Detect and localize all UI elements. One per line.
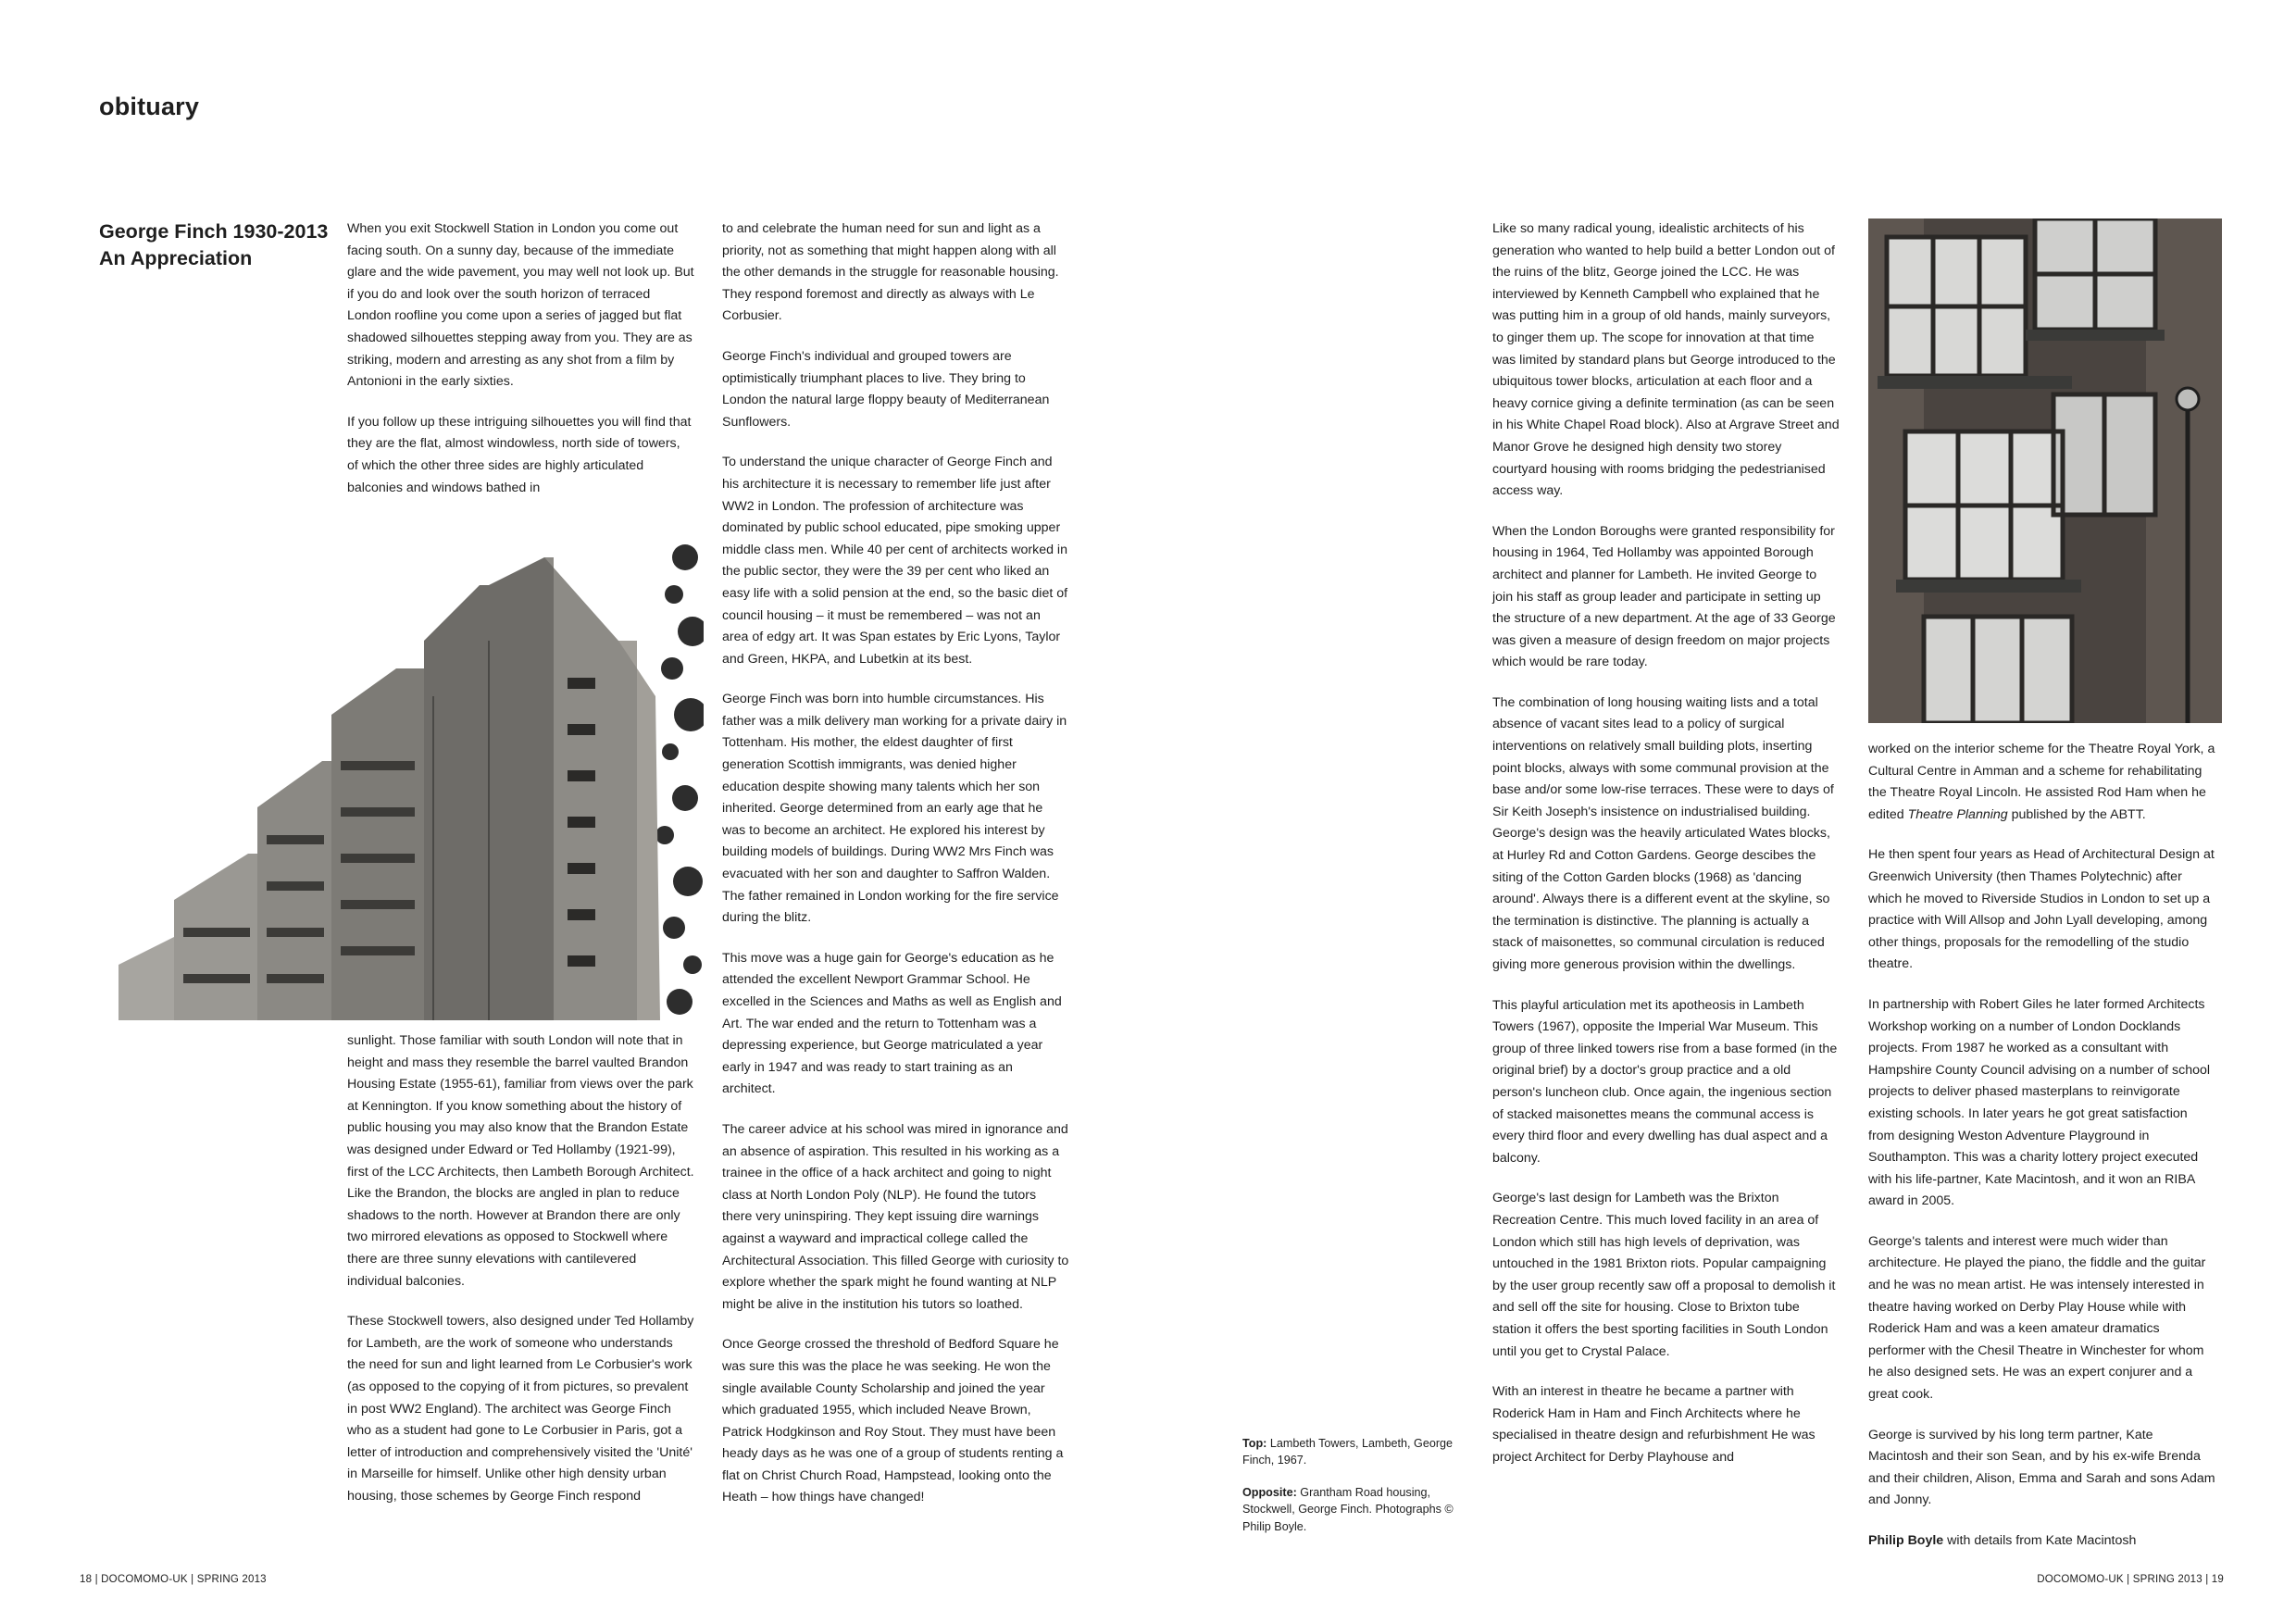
paragraph: George is survived by his long term partner, Kate Macintosh and their son Sean, and by his ex-wife Brenda and their children, Alison, Emma and Sarah and sons Adam and Jonny. — [1868, 1427, 2215, 1508]
paragraph: to and celebrate the human need for sun and light as a priority, not as something that might happen along with all the other demands in the struggle for reasonable housing. They respond foremost and directly as always with Le Corbusier. — [722, 221, 1059, 324]
paragraph: If you follow up these intriguing silhouettes you will find that they are the flat, almost windowless, north side of towers, of which the other three sides are highly articulated balconies and windows bathed in — [347, 414, 692, 495]
footer-right: DOCOMOMO-UK | SPRING 2013 | 19 — [2037, 1574, 2224, 1585]
paragraph: George Finch was born into humble circumstances. His father was a milk delivery man working for a private dairy in Tottenham. His mother, the eldest daughter of first generation Scottish immigrants, was denied higher education despite showing many talents which her son inherited. George determined from an early age that he was to become an architect. He explored his interest by building models of buildings. During WW2 Mrs Finch was evacuated with her son and daughter to Saffron Walden. The father remained in London working for the fire service during the blitz. — [722, 692, 1067, 926]
paragraph: George's talents and interest were much wider than architecture. He played the piano, the fiddle and the guitar and he was no mean artist. He was intensely interested in theatre having worked on Derby Play House while with Roderick Ham and was a keen amateur dramatics performer with the Chesil Theatre in Winchester for whom he also designed sets. He was an expert conjurer and a great cook. — [1868, 1233, 2206, 1403]
author-credit: Philip Boyle with details from Kate Macintosh — [1868, 1533, 2137, 1548]
paragraph: The career advice at his school was mired in ignorance and an absence of aspiration. This resulted in his working as a trainee in the office of a hack architect and going to night class at North London Poly (NLP). He found the tutors there very uninspiring. They kept issuing dire warnings against a wayward and impractical college called the Architectural Association. This filled George with curiosity to explore whether the spark might he found wanting at NLP might be alive in the institution his tutors so loathed. — [722, 1121, 1069, 1312]
paragraph: This playful articulation met its apotheosis in Lambeth Towers (1967), opposite the Imperial War Museum. This group of three linked towers rise from a base formed (in the original brief) by a doctor's group practice and a old person's luncheon club. Once again, the ingenious section of stacked maisonettes means the communal access is every third floor and every dwelling has dual aspect and a balcony. — [1492, 997, 1838, 1166]
caption-opposite: Opposite: Grantham Road housing, Stockwell, George Finch. Photographs © Philip Boyle. — [1242, 1485, 1454, 1533]
paragraph: With an interest in theatre he became a partner with Roderick Ham in Ham and Finch Architects where he specialised in theatre design and refurbishment He was project Architect for Derby Playhouse and — [1492, 1384, 1816, 1465]
column-1-bottom — [347, 1030, 694, 1526]
paragraph: sunlight. Those familiar with south London will note that in height and mass they resemble the barrel vaulted Brandon Housing Estate (1955-61), familiar from views over the park at Kennington. If you know something about the history of public housing you may also know that the Brandon Estate was designed under Edward or Ted Hollamby (1921-99), first of the LCC Architects, then Lambeth Borough Architect. Like the Brandon, the blocks are angled in plan to reduce shadows to the north. However at Brandon there are only two mirrored elevations as opposed to Stockwell where there are three sunny elevations with cantilevered individual balconies. — [347, 1033, 694, 1289]
paragraph: Like so many radical young, idealistic architects of his generation who wanted to help build a better London out of the ruins of the blitz, George joined the LCC. He was interviewed by Kenneth Campbell who explained that he was putting him in a group of old hands, mainly surveyors, to ginger them up. The scope for innovation at that time was limited by standard plans but George introduced to the ubiquitous tower blocks, articulation at each floor and a heavy cornice giving a definite termination (as can be seen in his White Chapel Road block). Also at Argrave Street and Manor Grove he designed high density two storey courtyard housing with rooms bridging the pedestrianised access way. — [1492, 221, 1840, 499]
grantham-road-photo — [1868, 218, 2222, 723]
paragraph: The combination of long housing waiting lists and a total absence of vacant sites lead to a policy of surgical interventions on relatively small building plots, inserting point blocks, always with some communal provision at the base and/or some low-rise terraces. These were to days of Sir Keith Joseph's insistence on industrialised building. George's design was the heavily articulated Wates blocks, at Hurley Rd and Cotton Gardens. George descibes the siting of the Cotton Garden blocks (1968) as 'dancing around'. Always there is a different event at the skyline, so the termination is distinctive. The planning is actually a stack of maisonettes, so communal circulation is reduced giving more generous provision within the dwellings. — [1492, 694, 1834, 972]
paragraph: worked on the interior scheme for the Theatre Royal York, a Cultural Centre in Amman and a scheme for rehabilitating the Theatre Royal Lincoln. He assisted Rod Ham when he edited Theatre Planning published by the ABTT. — [1868, 742, 2215, 822]
column-4 — [1868, 739, 2215, 1571]
paragraph: Once George crossed the threshold of Bedford Square he was sure this was the place he was seeking. He won the single available County Scholarship and joined the year which graduated 1955, which included Neave Brown, Patrick Hodgkinson and Roy Stout. They must have been heady days as he was one of a group of students renting a flat on Christ Church Road, Hampstead, looking onto the Heath – how things have changed! — [722, 1337, 1064, 1505]
column-2 — [722, 218, 1069, 1528]
footer-left: 18 | DOCOMOMO-UK | SPRING 2013 — [80, 1574, 267, 1585]
photo-caption — [1242, 1435, 1474, 1550]
paragraph: To understand the unique character of George Finch and his architecture it is necessary to remember life just after WW2 in London. The profession of architecture was dominated by public school educated, pipe smoking upper middle class men. While 40 per cent of architects worked in the public sector, they were the 39 per cent who liked an easy life with a solid pension at the end, so the basic diet of council housing – it must be remembered – was not an area of edgy art. It was Span estates by Eric Lyons, Taylor and Green, HKPA, and Lubetkin at its best. — [722, 455, 1068, 667]
column-3 — [1492, 218, 1840, 1487]
paragraph: George Finch's individual and grouped towers are optimistically triumphant places to live. They bring to London the natural large floppy beauty of Mediterranean Sunflowers. — [722, 348, 1050, 430]
headline-title: George Finch 1930-2013 — [99, 220, 329, 243]
headline-subtitle: An Appreciation — [99, 247, 253, 269]
paragraph: When the London Boroughs were granted responsibility for housing in 1964, Ted Hollamby was appointed Borough architect and planner for Lambeth. He invited George to join his staff as group leader and participate in setting up the structure of a new department. At the age of 33 George was given a measure of design freedom on major projects which would be rare today. — [1492, 523, 1836, 670]
paragraph: In partnership with Robert Giles he later formed Architects Workshop working on a number of London Docklands projects. From 1987 he worked as a consultant with Hampshire County Council advising on a number of school projects to deliver phased masterplans to reinvigorate existing schools. In later years he got great satisfaction from designing Weston Adventure Playground in Southampton. This was a charity lottery project executed with his life-partner, Kate Macintosh, and it won an RIBA award in 2005. — [1868, 996, 2211, 1209]
article-headline — [99, 218, 338, 272]
paragraph: He then spent four years as Head of Architectural Design at Greenwich University (then Thames Polytechnic) after which he moved to Riverside Studios in London to set up a practice with Will Allsop and John Lyall developing, among other things, proposals for the remodelling of the studio theatre. — [1868, 847, 2215, 972]
paragraph: This move was a huge gain for George's education as he attended the excellent Newport Grammar School. He excelled in the Sciences and Maths as well as English and Art. The war ended and the return to Tottenham was a depressing experience, but George matriculated a year early in 1947 and was ready to start training as an architect. — [722, 950, 1062, 1097]
paragraph: These Stockwell towers, also designed under Ted Hollamby for Lambeth, are the work of someone who understands the need for sun and light learned from Le Corbusier's work (as opposed to the copying of it from pictures, so prevalent in post WW2 England). The architect was George Finch who as a student had gone to Le Corbusier in Paris, got a letter of introduction and comprehensively visited the 'Unité' in Marseille for himself. Unlike other high density urban housing, those schemes by George Finch respond — [347, 1314, 694, 1504]
paragraph: When you exit Stockwell Station in London you come out facing south. On a sunny day, because of the immediate glare and the wide pavement, you may well not look up. But if you do and look over the south horizon of terraced London roofline you come upon a series of jagged but flat shadowed silhouettes stepping away from you. They are as striking, modern and arresting as any shot from a film by Antonioni in the early sixties. — [347, 221, 694, 390]
paragraph: George's last design for Lambeth was the Brixton Recreation Centre. This much loved facility in an area of London which still has high levels of deprivation, was untouched in the 1981 Brixton riots. Popular campaigning by the user group recently saw off a proposal to demolish it and sell off the site for housing. Close to Brixton tube station it offers the best sporting facilities in South London until you get to Crystal Palace. — [1492, 1191, 1836, 1359]
caption-top: Top: Lambeth Towers, Lambeth, George Finch, 1967. — [1242, 1437, 1454, 1467]
column-1-top — [347, 218, 694, 499]
section-label: obituary — [99, 93, 200, 120]
lambeth-towers-photo — [119, 530, 704, 1020]
